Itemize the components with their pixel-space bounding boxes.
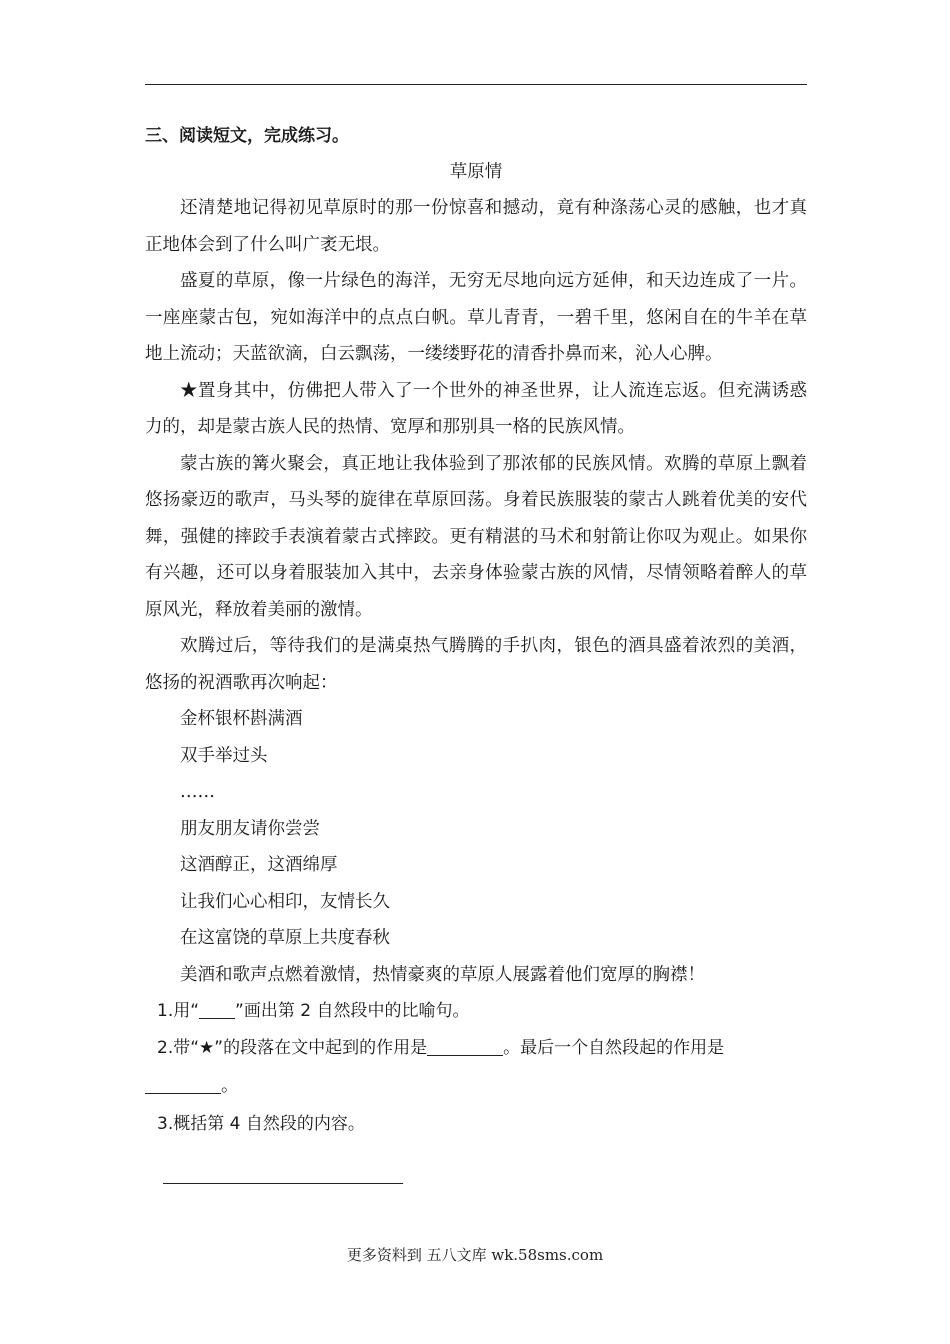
footer-note: 更多资料到 五八文库 wk.58sms.com (346, 1246, 604, 1264)
paragraph-2: 盛夏的草原，像一片绿色的海洋，无穷无尽地向远方延伸，和天边连成了一片。一座座蒙古包，宛如海洋中的点点白帆。草儿青青，一碧千里，悠闲自在的牛羊在草地上流动；天蓝欲滴，白云飘荡，一缕缕野花的清香扑鼻而来，沁人心脾。 (145, 271, 807, 364)
poem-line: 金杯银杯斟满酒 (180, 709, 303, 729)
question-3 (145, 1106, 807, 1143)
closing-paragraph: 美酒和歌声点燃着激情，热情豪爽的草原人展露着他们宽厚的胸襟！ (180, 964, 705, 985)
poem-line: 朋友朋友请你尝尝 (180, 818, 320, 839)
question-text: ”画出第 2 自然段中的比喻句。 (235, 1001, 470, 1021)
question-number: 2. (157, 1037, 174, 1058)
paragraph-5: 欢腾过后，等待我们的是满桌热气腾腾的手扒肉，银色的酒具盛着浓烈的美酒，悠扬的祝酒歌再次响起： (145, 636, 807, 693)
section-heading: 三、阅读短文，完成练习。 (145, 126, 349, 146)
question-number: 3. (157, 1114, 174, 1134)
poem-line: 这酒醇正，这酒绵厚 (180, 855, 338, 875)
worksheet-body (145, 118, 807, 1143)
question-number: 1. (157, 1001, 174, 1021)
poem-line: …… (180, 782, 215, 802)
question-text: 。最后一个自然段起的作用是 (503, 1037, 725, 1058)
article-title: 草原情 (449, 162, 503, 182)
paragraph-3: ★置身其中，仿佛把人带入了一个世外的神圣世界，让人流连忘返。但充满诱惑力的，却是蒙古族人民的热情、宽厚和那别具一格的民族风情。 (145, 380, 807, 437)
paragraph-1: 还清楚地记得初见草原时的那一份惊喜和撼动，竟有种涤荡心灵的感触，也才真正地体会到了什么叫广袤无垠。 (145, 198, 807, 255)
paragraph-4: 蒙古族的篝火聚会，真正地让我体验到了那浓郁的民族风情。欢腾的草原上飘着悠扬豪迈的歌声，马头琴的旋律在草原回荡。身着民族服装的蒙古人跳着优美的安代舞，强健的摔跤手表演着蒙古式摔跤。更有精湛的马术和射箭让你叹为观止。如果你有兴趣，还可以身着服装加入其中，去亲身体验蒙古族的风情，尽情领略着醉人的草原风光，释放着美丽的激情。 (145, 453, 807, 620)
question-text: 。 (221, 1076, 239, 1096)
answer-blank[interactable] (145, 1076, 221, 1095)
header-rule (145, 84, 807, 85)
question-1 (145, 993, 807, 1030)
answer-blank[interactable] (427, 1038, 503, 1056)
question-2-continuation (145, 1066, 807, 1106)
question-text: 带“★”的段落在文中起到的作用是 (173, 1037, 428, 1058)
question-text: 用“ (173, 1001, 200, 1021)
question-text: 概括第 4 自然段的内容。 (173, 1114, 365, 1134)
poem-line: 让我们心心相印，友情长久 (180, 891, 390, 912)
answer-line[interactable] (163, 1183, 403, 1184)
poem-line: 双手举过头 (180, 745, 268, 766)
poem-line: 在这富饶的草原上共度春秋 (180, 928, 390, 948)
question-2 (145, 1030, 807, 1067)
underline-sample (199, 1001, 235, 1019)
